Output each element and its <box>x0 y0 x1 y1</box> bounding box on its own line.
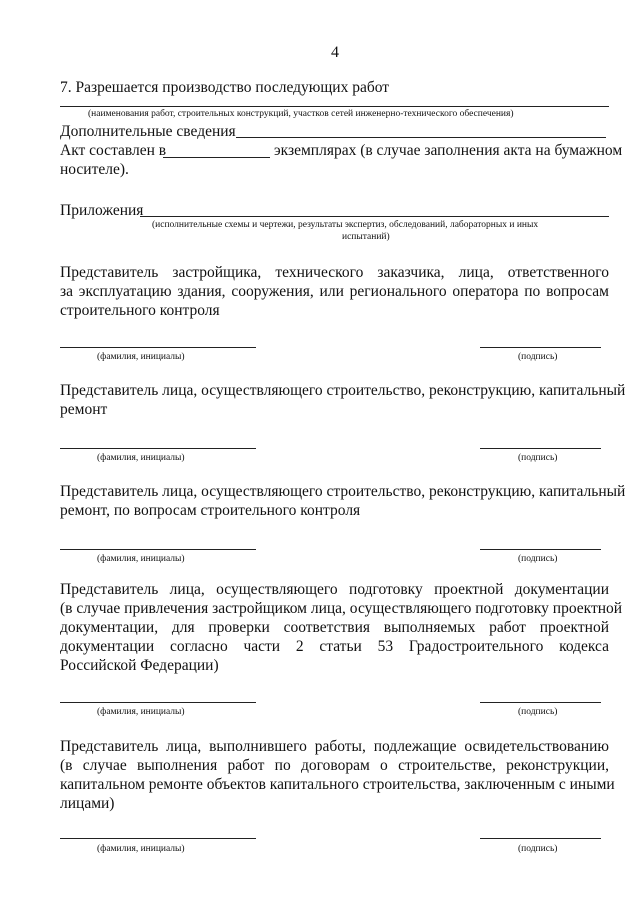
rep1-line-3: строительного контроля <box>60 302 220 319</box>
rep5-signature-line[interactable] <box>480 838 601 839</box>
rep1-name-line[interactable] <box>60 347 256 348</box>
rep1-signature-line[interactable] <box>480 347 601 348</box>
rep2-name-line[interactable] <box>60 448 256 449</box>
rep3-signature-hint: (подпись) <box>518 554 558 564</box>
rep4-line-3: документации, для проверки соответствия выполняемых работ проектной <box>60 619 609 636</box>
rep1-name-hint: (фамилия, инициалы) <box>97 352 185 362</box>
page-number: 4 <box>331 44 339 61</box>
rep2-signature-hint: (подпись) <box>518 453 558 463</box>
rep3-signature-line[interactable] <box>480 549 601 550</box>
rep3-line-1: Представитель лица, осуществляющего строительство, реконструкцию, капитальный <box>60 483 626 500</box>
rep4-name-line[interactable] <box>60 702 256 703</box>
attachments-label: Приложения <box>60 202 144 219</box>
act-line2: носителе). <box>60 161 129 178</box>
rep1-line-1: Представитель застройщика, технического заказчика, лица, ответственного <box>60 264 609 281</box>
rep4-line-2: (в случае привлечения застройщиком лица, осуществляющего подготовку проектной <box>60 600 623 617</box>
rep4-signature-line[interactable] <box>480 702 601 703</box>
rep2-signature-line[interactable] <box>480 448 601 449</box>
rep2-name-hint: (фамилия, инициалы) <box>97 453 185 463</box>
attachments-hint-2: испытаний) <box>342 232 390 242</box>
section-7-heading: 7. Разрешается производство последующих работ <box>60 79 390 96</box>
attachments-line <box>140 216 609 217</box>
rep3-name-hint: (фамилия, инициалы) <box>97 554 185 564</box>
rep5-signature-hint: (подпись) <box>518 844 558 854</box>
additional-info-label: Дополнительные сведения <box>60 123 236 140</box>
rep5-line-2: (в случае выполнения работ по договорам о строительстве, реконструкции, <box>60 757 609 774</box>
rep1-signature-hint: (подпись) <box>518 352 558 362</box>
rep1-line-2: за эксплуатацию здания, сооружения, или регионального оператора по вопросам <box>60 283 609 300</box>
act-prefix: Акт составлен в <box>60 142 167 159</box>
rep2-line-1: Представитель лица, осуществляющего строительство, реконструкцию, капитальный <box>60 382 626 399</box>
rep5-line-4: лицами) <box>60 795 115 812</box>
copies-fill-line <box>163 157 270 158</box>
rep4-line-1: Представитель лица, осуществляющего подготовку проектной документации <box>60 581 609 598</box>
rep5-name-line[interactable] <box>60 838 256 839</box>
rep3-line-2: ремонт, по вопросам строительного контроля <box>60 502 361 519</box>
works-hint: (наименования работ, строительных конструкций, участков сетей инженерно-технического обеспечения) <box>88 109 514 119</box>
rep5-name-hint: (фамилия, инициалы) <box>97 844 185 854</box>
rep4-line-4: документации согласно части 2 статьи 53 Градостроительного кодекса <box>60 638 609 655</box>
act-suffix: экземплярах (в случае заполнения акта на бумажном <box>274 142 623 159</box>
attachments-hint-1: (исполнительные схемы и чертежи, результаты экспертиз, обследований, лабораторных и иных <box>152 220 539 230</box>
rep4-name-hint: (фамилия, инициалы) <box>97 707 185 717</box>
rep3-name-line[interactable] <box>60 549 256 550</box>
rep5-line-3: капитальном ремонте объектов капитального строительства, заключенным с иными <box>60 776 615 793</box>
rep5-line-1: Представитель лица, выполнившего работы, подлежащие освидетельствованию <box>60 738 609 755</box>
rep4-signature-hint: (подпись) <box>518 707 558 717</box>
additional-info-line <box>236 137 606 138</box>
works-fill-line <box>60 106 609 107</box>
rep4-line-5: Российской Федерации) <box>60 657 219 674</box>
rep2-line-2: ремонт <box>60 401 108 418</box>
